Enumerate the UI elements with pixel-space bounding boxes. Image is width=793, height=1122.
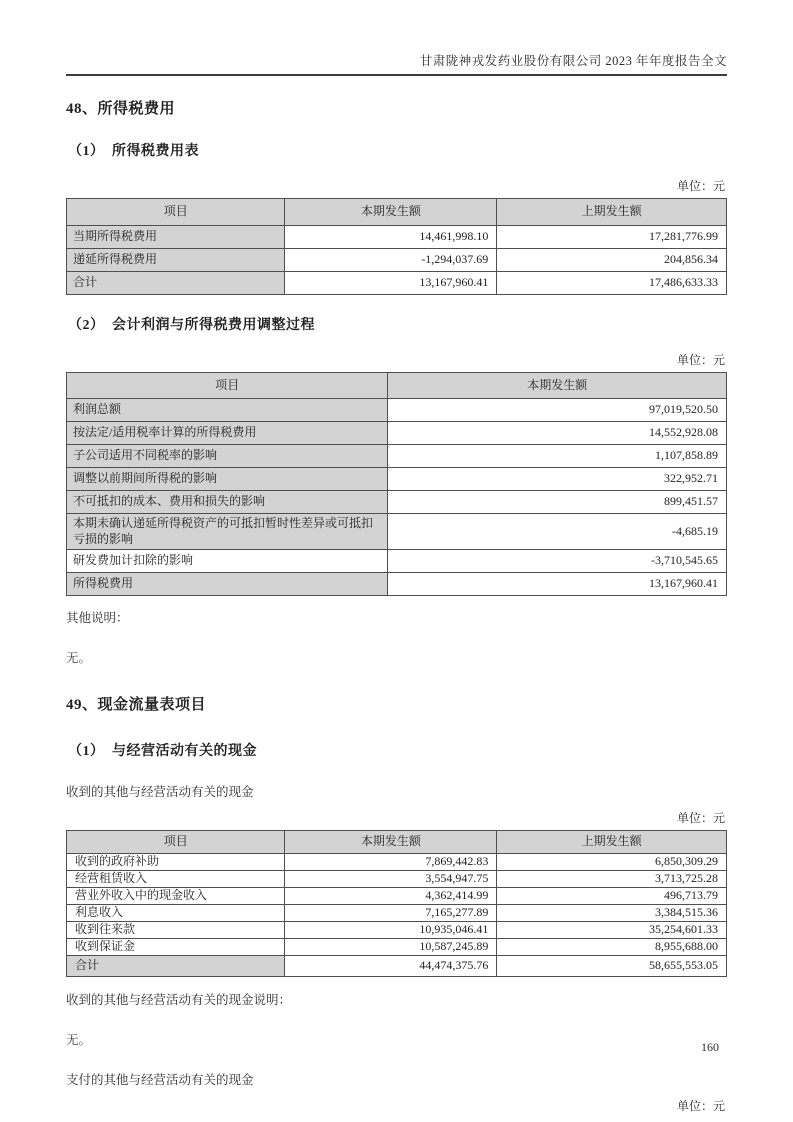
prior-amount: 17,486,633.33 xyxy=(497,272,727,295)
table-row xyxy=(67,468,727,491)
header-cell-current: 本期发生额 xyxy=(388,373,727,399)
page-number: 160 xyxy=(701,1040,719,1054)
tax-adjustment-table xyxy=(66,372,727,596)
table-row xyxy=(67,922,727,939)
section-48-2-heading: （2） 会计利润与所得税费用调整过程 xyxy=(68,318,315,333)
row-label: 子公司适用不同税率的影响 xyxy=(67,445,388,468)
row-label: 营业外收入中的现金收入 xyxy=(67,888,285,905)
header-cell-prior: 上期发生额 xyxy=(497,199,727,226)
current-amount: 10,587,245.89 xyxy=(285,939,497,956)
table-row xyxy=(67,550,727,573)
current-amount: 14,461,998.10 xyxy=(285,226,497,249)
row-label: 不可抵扣的成本、费用和损失的影响 xyxy=(67,491,388,514)
row-label: 所得税费用 xyxy=(67,573,388,596)
prior-amount: 3,713,725.28 xyxy=(497,871,727,888)
income-tax-expense-table xyxy=(66,198,727,295)
table-row xyxy=(67,854,727,871)
row-label: 本期未确认递延所得税资产的可抵扣暂时性差异或可抵扣亏损的影响 xyxy=(67,514,388,550)
other-notes-label: 其他说明： xyxy=(66,611,129,626)
section-49-heading: 49、现金流量表项目 xyxy=(66,697,207,714)
table-total-row xyxy=(67,956,727,977)
prior-amount: 35,254,601.33 xyxy=(497,922,727,939)
header-cell-prior: 上期发生额 xyxy=(497,831,727,854)
row-label: 合计 xyxy=(67,956,285,977)
current-amount: 7,165,277.89 xyxy=(285,905,497,922)
current-amount: 97,019,520.50 xyxy=(388,399,727,422)
section-48-1-heading: （1） 所得税费用表 xyxy=(68,144,199,159)
table-row xyxy=(67,226,727,249)
row-label: 经营租赁收入 xyxy=(67,871,285,888)
current-amount: 899,451.57 xyxy=(388,491,727,514)
row-label: 利润总额 xyxy=(67,399,388,422)
table-row xyxy=(67,939,727,956)
prior-amount: 3,384,515.36 xyxy=(497,905,727,922)
table-total-row xyxy=(67,573,727,596)
prior-amount: 58,655,553.05 xyxy=(497,956,727,977)
current-amount: 3,554,947.75 xyxy=(285,871,497,888)
current-amount: 322,952.71 xyxy=(388,468,727,491)
header-cell-item: 项目 xyxy=(67,831,285,854)
current-amount: 13,167,960.41 xyxy=(388,573,727,596)
current-amount: -3,710,545.65 xyxy=(388,550,727,573)
paid-cash-caption: 支付的其他与经营活动有关的现金 xyxy=(66,1073,254,1088)
row-label: 调整以前期间所得税的影响 xyxy=(67,468,388,491)
prior-amount: 496,713.79 xyxy=(497,888,727,905)
table-row xyxy=(67,905,727,922)
current-amount: 4,362,414.99 xyxy=(285,888,497,905)
header-cell-item: 项目 xyxy=(67,373,388,399)
row-label: 按法定/适用税率计算的所得税费用 xyxy=(67,422,388,445)
table-row xyxy=(67,422,727,445)
report-header xyxy=(66,0,727,76)
table-row xyxy=(67,399,727,422)
unit-label: 单位：元 xyxy=(676,179,725,193)
prior-amount: 17,281,776.99 xyxy=(497,226,727,249)
current-amount: 44,474,375.76 xyxy=(285,956,497,977)
unit-label: 单位：元 xyxy=(676,353,725,367)
section-49-1-heading: （1） 与经营活动有关的现金 xyxy=(68,744,257,760)
unit-label: 单位：元 xyxy=(676,811,725,826)
current-amount: 1,107,858.89 xyxy=(388,445,727,468)
table-total-row xyxy=(67,272,727,295)
table-row xyxy=(67,888,727,905)
unit-label: 单位：元 xyxy=(676,1099,725,1114)
table-row xyxy=(67,249,727,272)
table-row xyxy=(67,445,727,468)
received-cash-note-value: 无。 xyxy=(66,1033,92,1048)
current-amount: 10,935,046.41 xyxy=(285,922,497,939)
row-label: 收到往来款 xyxy=(67,922,285,939)
current-amount: 13,167,960.41 xyxy=(285,272,497,295)
header-cell-current: 本期发生额 xyxy=(285,199,497,226)
other-notes-value: 无。 xyxy=(66,651,92,666)
row-label: 利息收入 xyxy=(67,905,285,922)
table-row xyxy=(67,514,727,550)
current-amount: 7,869,442.83 xyxy=(285,854,497,871)
prior-amount: 204,856.34 xyxy=(497,249,727,272)
table-header-row xyxy=(67,199,727,226)
report-title: 甘肃陇神戎发药业股份有限公司 2023 年年度报告全文 xyxy=(419,54,727,68)
header-cell-current: 本期发生额 xyxy=(285,831,497,854)
row-label: 合计 xyxy=(67,272,285,295)
current-amount: -1,294,037.69 xyxy=(285,249,497,272)
prior-amount: 6,850,309.29 xyxy=(497,854,727,871)
row-label: 递延所得税费用 xyxy=(67,249,285,272)
row-label: 研发费加计扣除的影响 xyxy=(67,550,388,573)
current-amount: 14,552,928.08 xyxy=(388,422,727,445)
current-amount: -4,685.19 xyxy=(388,514,727,550)
table-row xyxy=(67,491,727,514)
prior-amount: 8,955,688.00 xyxy=(497,939,727,956)
section-48-heading: 48、所得税费用 xyxy=(66,101,176,117)
header-cell-item: 项目 xyxy=(67,199,285,226)
received-cash-caption: 收到的其他与经营活动有关的现金 xyxy=(66,785,254,800)
row-label: 收到的政府补助 xyxy=(67,854,285,871)
row-label: 当期所得税费用 xyxy=(67,226,285,249)
received-cash-note-label: 收到的其他与经营活动有关的现金说明： xyxy=(66,993,292,1008)
table-header-row xyxy=(67,373,727,399)
cash-received-table xyxy=(66,830,727,977)
row-label: 收到保证金 xyxy=(67,939,285,956)
table-row xyxy=(67,871,727,888)
table-header-row xyxy=(67,831,727,854)
